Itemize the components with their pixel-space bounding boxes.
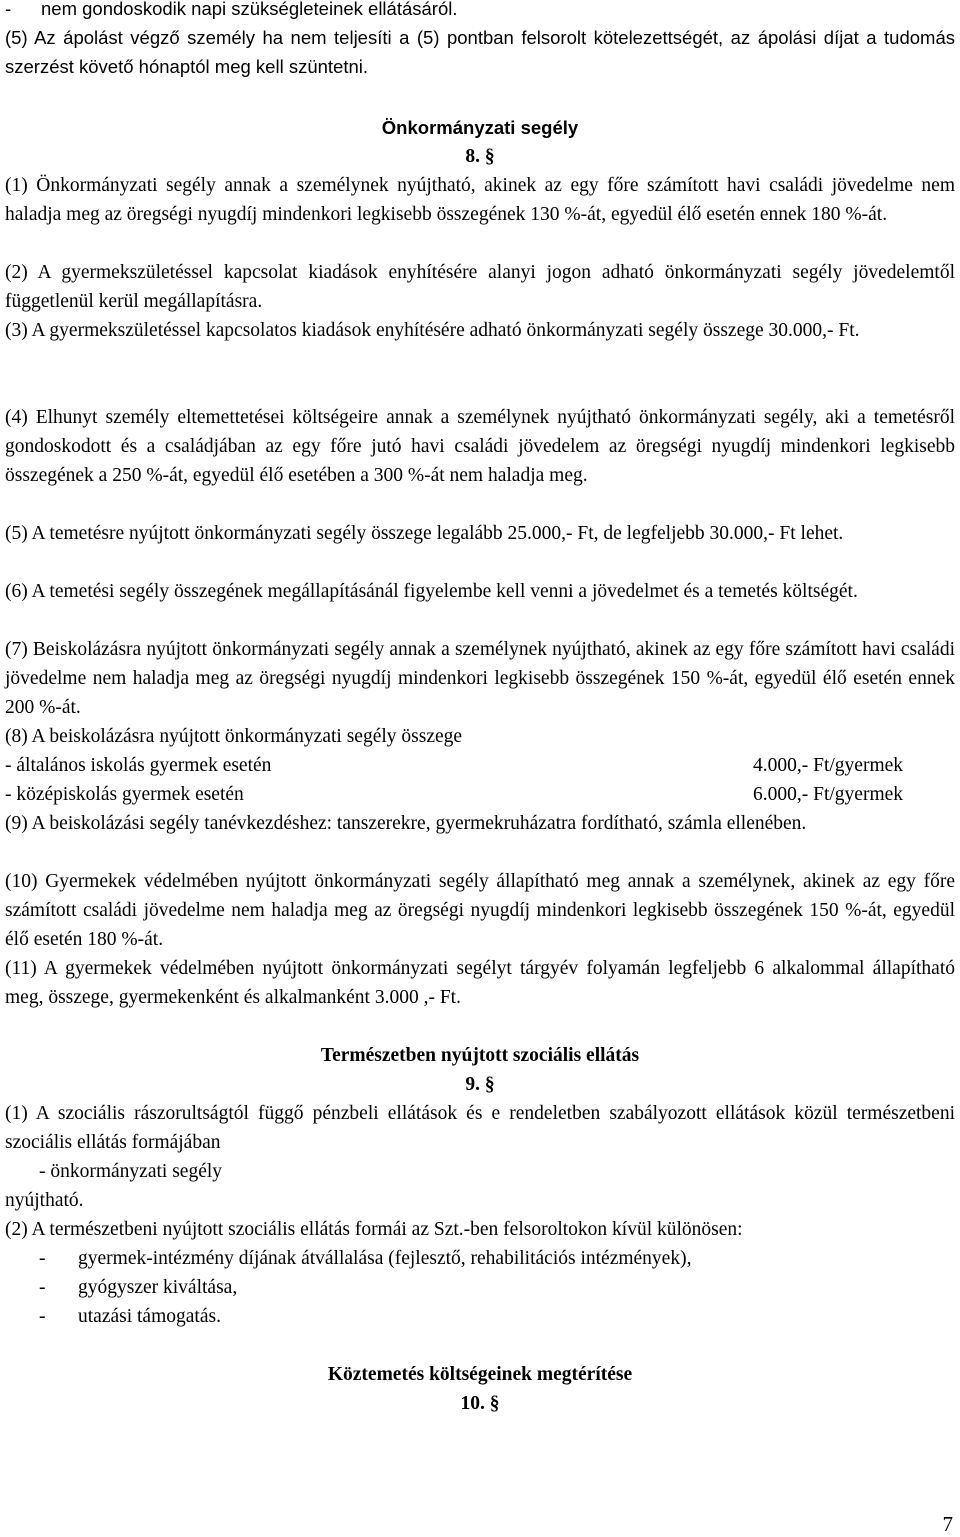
s8-paragraph-7: (7) Beiskolázásra nyújtott önkormányzati segély annak a személynek nyújtható, akinek az egy főre számított havi családi jövedelme nem haladja meg az öregségi nyugdíj mindenkori legkisebb összegének 150 %-át, egyedül élő esetén ennek 200 %-át.	[5, 639, 955, 718]
amount-row-label: - középiskolás gyermek esetén	[5, 784, 244, 805]
section-title-8: Önkormányzati segély	[381, 117, 579, 138]
s9-list-item: - utazási támogatás.	[39, 1306, 221, 1327]
section-sign-icon: §	[484, 146, 495, 167]
s8-paragraph-1: (1) Önkormányzati segély annak a személynek nyújtható, akinek az egy főre számított havi családi jövedelme nem haladja meg az öregségi nyugdíj mindenkori legkisebb összegének 130 %-át, egyedül élő esetén ennek 180 %-át.	[5, 175, 955, 225]
section-number-10	[5, 1389, 955, 1418]
amount-row-value: 4.000,- Ft/gyermek	[753, 755, 904, 776]
list-item-text: gyermek-intézmény díjának átvállalása (fejlesztő, rehabilitációs intézmények),	[78, 1248, 692, 1269]
s9-paragraph-2: (2) A természetbeni nyújtott szociális ellátás formái az Szt.-ben felsoroltokon kívül különösen:	[5, 1219, 743, 1240]
section-number-9	[5, 1070, 955, 1099]
section-number-text: 8.	[465, 146, 480, 167]
dash-list-item: - nem gondoskodik napi szükségleteinek ellátásáról.	[5, 0, 458, 19]
s9-list-item: - önkormányzati segély	[39, 1161, 223, 1182]
s8-paragraph-11: (11) A gyermekek védelmében nyújtott önkormányzati segélyt tárgyév folyamán legfeljebb 6 alkalommal állapítható meg, összege, gyermekenként és alkalmanként 3.000 ,- Ft.	[5, 958, 955, 1008]
s8-paragraph-8: (8) A beiskolázásra nyújtott önkormányzati segély összege	[5, 726, 463, 747]
list-item-text: gyógyszer kiváltása,	[78, 1277, 238, 1298]
s8-paragraph-6: (6) A temetési segély összegének megállapításánál figyelembe kell venni a jövedelmet és a temetés költségét.	[5, 581, 858, 602]
s8-paragraph-5: (5) A temetésre nyújtott önkormányzati segély összege legalább 25.000,- Ft, de legfeljebb 30.000,- Ft lehet.	[5, 523, 844, 544]
s9-paragraph-1: (1) A szociális rászorultságtól függő pénzbeli ellátások és e rendeletben szabályozott ellátások közül természetbeni szociális ellátás formájában	[5, 1103, 955, 1153]
section-number-8	[5, 142, 955, 171]
s8-amount-row	[5, 751, 955, 780]
paragraph-top-5: (5) Az ápolást végző személy ha nem teljesíti a (5) pontban felsorolt kötelezettségét, az ápolási díjat a tudomás szerzést követő hónaptól meg kell szüntetni.	[5, 27, 955, 77]
s9-list-item: - gyógyszer kiváltása,	[39, 1277, 238, 1298]
list-item-text: utazási támogatás.	[78, 1306, 221, 1327]
section-sign-icon: §	[489, 1393, 500, 1414]
s8-amount-row	[5, 780, 955, 809]
section-sign-icon: §	[484, 1074, 495, 1095]
amount-row-value: 6.000,- Ft/gyermek	[753, 784, 904, 805]
s8-paragraph-2: (2) A gyermekszületéssel kapcsolat kiadások enyhítésére alanyi jogon adható önkormányzati segély jövedelemtől függetlenül kerül megállapításra.	[5, 262, 955, 312]
s8-paragraph-3: (3) A gyermekszületéssel kapcsolatos kiadások enyhítésére adható önkormányzati segély összege 30.000,- Ft.	[5, 320, 860, 341]
s8-paragraph-10: (10) Gyermekek védelmében nyújtott önkormányzati segély állapítható meg annak a személynek, akinek az egy főre számított családi jövedelme nem haladja meg az öregségi nyugdíj mindenkori legkisebb összegének 150 %-át, egyedül élő esetén 180 %-át.	[5, 871, 955, 950]
s9-paragraph-1-end: nyújtható.	[5, 1190, 84, 1211]
page-number: 7	[942, 1512, 953, 1536]
dash-item-text: nem gondoskodik napi szükségleteinek ellátásáról.	[41, 0, 458, 19]
section-number-text: 9.	[465, 1074, 480, 1095]
s8-paragraph-4: (4) Elhunyt személy eltemettetései költségeire annak a személynek nyújtható önkormányzati segély, aki a temetésről gondoskodott és a családjában az egy főre jutó havi családi jövedelem az öregségi nyugdíj mindenkori legkisebb összegének a 250 %-át, egyedül élő esetében a 300 %-át nem haladja meg.	[5, 407, 955, 486]
section-title-10: Köztemetés költségeinek megtérítése	[327, 1364, 633, 1385]
section-number-text: 10.	[460, 1393, 485, 1414]
s8-paragraph-9: (9) A beiskolázási segély tanévkezdéshez: tanszerekre, gyermekruházatra fordítható, számla ellenében.	[5, 813, 807, 834]
amount-row-label: - általános iskolás gyermek esetén	[5, 755, 272, 776]
s9-list-item: - gyermek-intézmény díjának átvállalása (fejlesztő, rehabilitációs intézmények),	[39, 1248, 692, 1269]
section-title-9: Természetben nyújtott szociális ellátás	[320, 1045, 640, 1066]
